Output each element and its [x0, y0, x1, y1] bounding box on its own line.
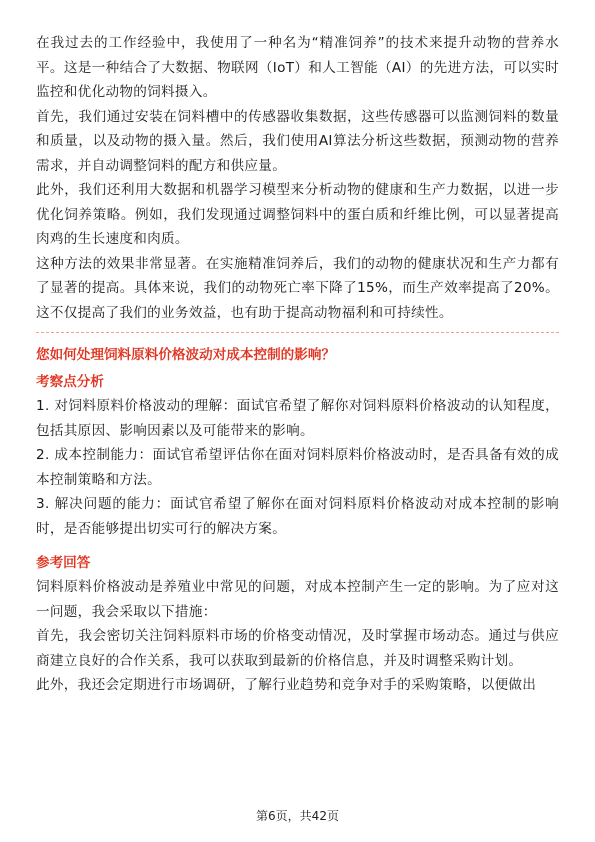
page-number: 第6页，共42页: [256, 809, 339, 823]
intro-paragraph: 此外，我们还利用大数据和机器学习模型来分析动物的健康和生产力数据，以进一步优化饲养策略。例如，我们发现通过调整饲料中的蛋白质和纤维比例，可以显著提高肉鸡的生长速度和肉质。: [36, 182, 559, 247]
analysis-heading: 考察点分析: [36, 374, 104, 390]
intro-paragraph: 这种方法的效果非常显著。在实施精准饲养后，我们的动物的健康状况和生产力都有了显著的提高。具体来说，我们的动物死亡率下降了15%，而生产效率提高了20%。这不仅提高了我们的业务效益，也有助于提高动物福利和可持续性。: [36, 255, 559, 321]
analysis-points-list: [36, 394, 559, 541]
list-item: [36, 443, 559, 492]
answer-paragraph: 此外，我还会定期进行市场调研，了解行业趋势和竞争对手的采购策略，以便做出: [36, 677, 537, 693]
page-footer: [0, 808, 595, 824]
answer-section: [36, 551, 559, 698]
page-content: [36, 31, 559, 698]
question-title: 您如何处理饲料原料价格波动对成本控制的影响？: [36, 347, 336, 363]
intro-paragraph: 在我过去的工作经验中，我使用了一种名为“精准饲养”的技术来提升动物的营养水平。这是一种结合了大数据、物联网（IoT）和人工智能（AI）的先进方法，可以实时监控和优化动物的饲料摄入。: [36, 35, 559, 100]
list-item: [36, 492, 559, 541]
section-divider: [36, 332, 559, 333]
analysis-point-text: 1. 对饲料原料价格波动的理解：面试官希望了解你对饲料原料价格波动的认知程度，包括其原因、影响因素以及可能带来的影响。: [36, 398, 559, 439]
answer-paragraph: 饲料原料价格波动是养殖业中常见的问题，对成本控制产生一定的影响。为了应对这一问题，我会采取以下措施：: [36, 579, 559, 620]
analysis-section: [36, 370, 559, 541]
list-item: [36, 394, 559, 443]
answer-heading: 参考回答: [36, 555, 91, 571]
analysis-point-text: 3. 解决问题的能力：面试官希望了解你在面对饲料原料价格波动对成本控制的影响时，是否能够提出切实可行的解决方案。: [36, 496, 559, 537]
analysis-point-text: 2. 成本控制能力：面试官希望评估你在面对饲料原料价格波动时，是否具备有效的成本控制策略和方法。: [36, 447, 559, 488]
answer-paragraph: 首先，我会密切关注饲料原料市场的价格变动情况，及时掌握市场动态。通过与供应商建立良好的合作关系，我可以获取到最新的价格信息，并及时调整采购计划。: [36, 628, 559, 669]
intro-paragraph: 首先，我们通过安装在饲料槽中的传感器收集数据，这些传感器可以监测饲料的数量和质量，以及动物的摄入量。然后，我们使用AI算法分析这些数据，预测动物的营养需求，并自动调整饲料的配方和供应量。: [36, 108, 559, 174]
